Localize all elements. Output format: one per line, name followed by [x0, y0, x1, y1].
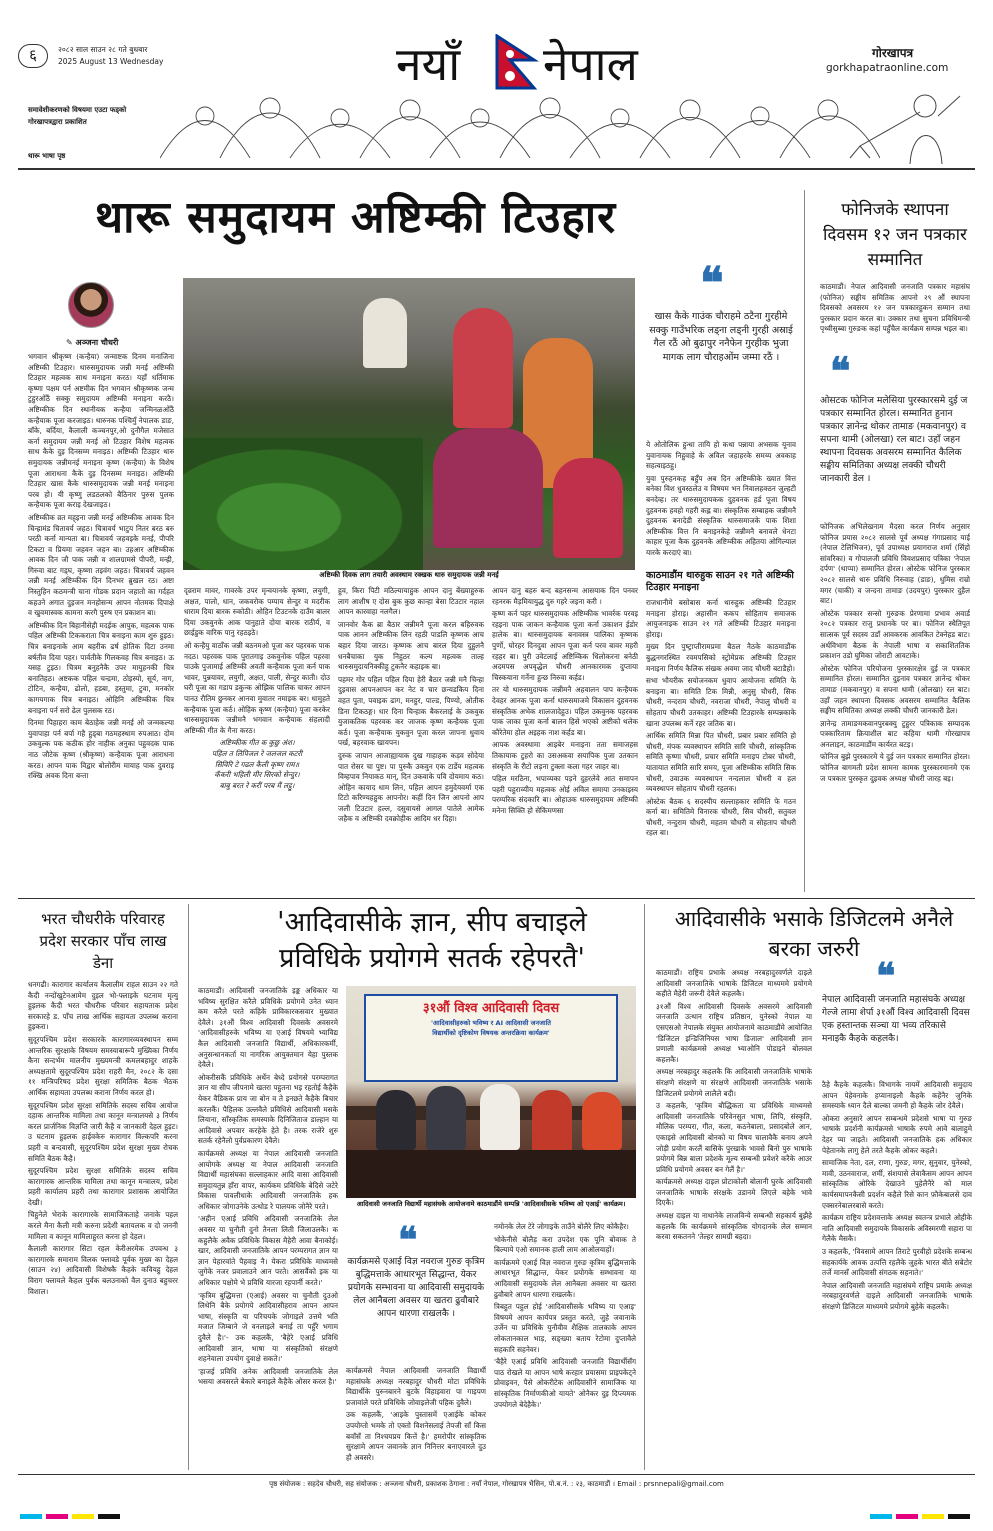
main-col-1-p4: दिनमा पिहाहरा काम बेठाहेक जन्नी मनई ओ जन्मकल्या युवापाहा पर्न बर्पा गहै हुड्‌बा गठमहस्थाम रुपआठ। दोम उकवुल्क पक कठीक होर नाहीक अनुका पहुवदक पाक नाठ जौटेक कृष्ण (श्रीकृष्ण) कन्हैयाक पूजा आराधना करठ। आपन पाक विद्वार बोलोरीम मायाह पाक दुवराइ रक्खि अवक दिना बन्ता: [28, 718, 174, 781]
tagline-1: समावेशीकरणको विषयमा एउटा फड्को: [28, 106, 127, 114]
bottom-col-2-p5: 'बैहैरे एआई प्रविधि आदिवासी जनजाति विद्यार्थीसँग पाठ रोखले या आपन भाषे करहार प्रयासमा प्राइपकेट्ने प्रोवाइवन, पैसे ओकरीटेक आदिवासीने सामाजिक या सांस्कृतिक निर्माणकीओ यायते' ओनैकर दुइ दिप्त्यमक उपयोगले बेदेहैके।': [494, 1357, 636, 1409]
brand-name: गोरखापत्र: [872, 46, 914, 60]
main-col-5-p2: युवा पुरुहनकह बहुँप अब दिन अष्टिम्कीके ख्यात वित्त बनेका विश धुवस्ठलेउ व विषयम भन निवालहक्ठन जुल्हटी बनदेव्ह। तर थारुसमुदायकक दुहवनक हर्ड पूजा विषय दुहवनक हवहो गहरी कह्ल बा। संस्कृतिक सम्बाहक जन्नीमनै दुहवनक बनादेडी संस्कृतिक थारुसमाजके पाक शिशा अष्टिम्कीक वित्त नि बनाइनकेहे जन्नीमनै बनावले धेनटा काहार पूजा कैक दुहवनके अष्टिम्कीक अहितया ओगिल्याल यारके करदाएं बा।: [646, 473, 796, 557]
bottom-col-1-p3: कार्यक्रमसे अध्यक्ष या नेपाल आदिवासी जनजाति आयोगके अध्यक्ष या नेपाल आदिवासी जनजाति विद्यार्थी महासंघका सल्लाहकार आदि वासा आदिवासी समुदायतुन्न हाँरा वापर, कार्यकम प्रविधिके बेदिसे जटेरे विकास पावलीधाके आदिवासी जनजातिके हक अधिकार जोगाउनेके उत्थोड रे पालयक जोनैरे परते।: [198, 1148, 338, 1211]
registration-mark-black-right: [948, 1514, 970, 1519]
main-col-4-p4: आपक अवस्थामा आइबेर मनाइना तता समाजहस तिकायाक टुहरो का उसअकवा सयापिक पुजा उतकान संस्कृति के रीटो लड़ना टुक्‍ला कला गहर जाहर बा।: [492, 740, 638, 771]
sidebar-1-p5: ज्ञानेन्द्र तामाङमकवानपुरबक्यु टुहुरर पत्रिकाक सम्पादक पत्रकारिताम क्रियाशील बाट कहिया थामी गोरखापत्र अनलाइन, काठमाडौंम कार्यरत बटइ।: [820, 718, 970, 749]
footer-rule: [18, 1474, 975, 1475]
poem-line-1: अष्टिम्कीक गीत क कुछु अंश।: [219, 738, 295, 748]
registration-mark-cyan: [20, 1514, 42, 1519]
main-col-4-p3: तर यो थारुसमुदायक जन्नीमनै अहवालन पाप कन्हैयक देवहर आनक पूजा कर्ना थारुसमाजमे विकासन दुहवनक संस्कृतिक अभेक शालजादेहुउ। पहिल उकवुनक पहरवक पाक जाका पूजा कर्ना बालन हिसे भएको अष्टीको थलेक कौरेतेमा होल अइहक नाश कर्हड बा।: [492, 685, 638, 737]
bottom-right-col-1-p2: ३१औं विश्व आदिवासी दिवसके अवसरमे आदिवासी जनजाति उत्थान राष्ट्रिय प्रतिष्ठान, युनेस्को नेपाल या एसएसओ नेपालके संयुक्त आयोजनामे काठमाडौंमे आयोजित 'डिजिटल इन्डिजिनियस भाषा डिजाल' आदिवासी ज्ञान प्रणाली कार्यक्रमसे अध्यक्ष भ्याओनि पोडाइने बोलवल कहलकै।: [656, 1001, 812, 1064]
nepal-flag-icon: [494, 34, 540, 92]
author-photo: [68, 282, 114, 328]
sidebar-divider: [804, 190, 805, 892]
main-headline: थारू समुदायम अष्टिम्की टिउहार: [95, 192, 617, 243]
bottom-right-col-1-p3: अध्यक्ष नरबहादुर कहलकै कि आदिवासी जनजातिके भाषाके संरक्षणे संरक्षणे या संरक्षणे आदिवासी जनजातिके भसाके डिजिटलमे प्रयोगमे लालैले बदी।: [656, 1067, 812, 1098]
main-col-3-p2: जानवोर कैक ब्रा बैठार जन्नीमनै पूजा करल बहिरुवक पाक आनन अष्टिम्कीक लिन रहठी पाडलि कृष्णक आच बहार दिया जारठ। कृष्णक आच बारल दिया दुहुलनै धनबैचाका युक निहुठर कल्य महत्वक ताल्ह थारुसमुदायनिक्कीहु टुकनैर कहाइक बा।: [338, 619, 484, 672]
event-banner: [364, 994, 618, 1082]
bottom-pull-quote: कार्यक्रमसे एआई विज्ञ नवराज गुरुङ कृत्रिम बुद्धिमत्ताके आधारभूत सिद्धान्त, येकर प्रयोगके सम्भावना या आदिवासी समुदायके लेल आनैबला अवसर या खतरा ढुवौबारे आपन धारणा राखलकै ।: [347, 1257, 485, 1319]
registration-mark-magenta: [46, 1514, 68, 1519]
sub-story-p3: सभा भौयरीक सयोजनकम धुवाप आयोजना समिति फे बनाइना बा। समिति टिक मिन्नी, अनुसु चौधरी, सिक चौधरी, नन्दराम चौधरी, नवराजा चौधरी, नेपालु चौधरी व सोहताप चौधरी उतकाहर। अष्टिम्की टिउहारके सम्पन्नकाके खाना उपलब्ध कर्ने रहर जतिक बा।: [646, 676, 796, 728]
bottom-col-3: [346, 1366, 486, 1468]
bottom-col-1: [198, 986, 338, 1468]
poem-line-3: सिविरि टे गढल कैली कृष्ण राम॥: [214, 759, 300, 769]
registration-mark-cyan-right: [870, 1514, 892, 1519]
bottom-col-2-p3: कार्यक्रममे एआई विज्ञ नवराज गुरुङ कृत्रिम बुद्धिमत्ताके आधारभूत सिद्धान्त, येकर प्रयोगके सम्भावना या आदिवासी समुदायके लेल आनैबला अवसर या खतरा ढुवौबारे आपन धारणा राखलकै।: [494, 1257, 636, 1299]
registration-mark-yellow: [72, 1514, 94, 1519]
page-number: ६: [29, 46, 37, 64]
registration-mark-yellow-right: [922, 1514, 944, 1519]
poem-line-2: पहिल त लिपिजल रे जलजल कटरी: [211, 748, 303, 758]
bottom-col-1-p5: 'कृत्रिम बुद्धिमत्ता (एआई) अवसर या चुनौती दुउओ लिथेनि बैके प्रयोगये आदिवासीहराव आपन आपन भाषा, संस्कृति या परिचयके जोगाइले उत्तमे भति मजात जिम्बाने जे वनलाइले बनाई ता पहुँरे भगाम दुवैले है।'- उक कहलकैं, 'बैहेरे एआई प्रविधि आदिवासी ज्ञान, भाषा या संस्कृतिको संरक्षणे शहनेवाला उपयोग दुवाक्षे सकते।': [198, 1290, 338, 1364]
bottom-photo-caption: आदिवासी जनजाति विद्यार्थी महासंघके आयोजनामे काठमाडौंमे सम्पन्नि 'आदिवासीसके भविष्य ओ एआई' कार्यक्रम।: [356, 1200, 626, 1208]
main-col-5-p1: ये ओतोलिक हुन्धा तायि हो कथा पन्नाया अभसक यूनाव युवानायक निहुवाहे के अविल जहाहरके समय्य अवकाह सहत्वाइठहु।: [646, 440, 796, 471]
trumpet-player-illustration: [830, 76, 970, 166]
bottom-right-col-1-p6: अध्यक्ष दाइल या नाथानेके लाजविन्ये सम्बन्धी सहकार्य बुझैहे कहलकै कि कार्यक्रममे सांस्कृतिक योगदानके लेल सम्मान करवा सकतनने 'तेल्हर सामग्री बहदा।: [656, 1211, 812, 1242]
sub-story-p5: ओस्टेक बैठक ६ सदस्यीय सल्लाहकार समिति फे गठन कर्ना बा। समितिमे विनारक चौधरी, सिव चौधरी, सतुवल चौधरी, नन्दुराम चौधरी, महतम चौधरी व सोहताप चौधरी रहल बा।: [646, 796, 796, 838]
bottom-right-col-2-p4: कार्यक्रम राष्ट्रिय प्रदेशवत्ताके अध्यक्ष स्वतन्त्र प्रभाले ओहीके नाति आदिवासी समुदायके विकासके अविस्मरणी सहारा पा गेलैके मैसकै।: [822, 1213, 972, 1244]
bottom-col-2-p2: भोकेनीसे बोलैड़ करा उपदेश एक पूनि बोवाक ते बिल्याये एओ समानक हाली लाम आओलयाहों।: [494, 1234, 636, 1255]
bottom-col-2: [494, 1222, 636, 1468]
bottom-photo: [346, 986, 636, 1198]
sidebar-2-headline: भरत चौधरीके परिवारह प्रदेश सरकार पाँच लाख डेना: [39, 910, 167, 972]
masthead-illustration: [160, 88, 880, 160]
bottom-col-2-p4: त्रिबहुत पहुल होई 'आदिवासीसके भविष्य या एआइ' विषयमे आपन कार्यपत्र प्रस्तुत करते, जुहे जवानाके उर्जेन या प्रविधिके युनौवीव शैक्षिक तालकाके आपन लोकतानकाल भाड़, सङ्ख्या बताय रेटोमा दुप्तावैले सहकारि सहनेवर।: [494, 1302, 636, 1354]
sidebar-1-p4: ओस्टेक फोनिज परियोजना पुरस्कारक्षेत्र दुई ज पत्रकार सम्मानित होरल। सम्मानित दुइनाव पत्रकार ज्ञानेन्द्र थोकर तामाङ (मकवानपुर) व सपना थामी (ओलखा) रल बाट। उहाँ जहन स्थापना दिवसक अवसरम सम्मानित कैलिक सङ्घीय समितिका अध्यक्ष लक्की चौधरी जानकारी डेल।: [820, 663, 970, 716]
bottom-col-3-p1: कार्यक्रमसे नेपाल आदिवासी जनजाति विद्यार्थी महासंघके अध्यक्ष नरबहादुर चौधरी मोटा प्रविधिके विद्यार्थीके पुरुनबारने बुटके विहाइवारा पा गाइपण प्रजावांले परते प्रविधिके जोवाइलेजी पहिक दुवैले।: [346, 1366, 486, 1407]
banner-title: ३१औं विश्व आदिवासी दिवस: [422, 1001, 560, 1016]
bottom-col-2-p1: नमोनके लेल टेरे जोगाइके ताउँने बोलैरे लिए कोकैहैर।: [494, 1222, 629, 1231]
main-col-2: [184, 586, 330, 892]
author-name: अञ्जना चौधरी: [75, 338, 119, 347]
page-number-badge: [18, 44, 48, 68]
sidebar-2-p2: सुदूरपश्चिम प्रदेश सरकारके कारागारव्यवस्थापन सम्म आन्तरिक सुरक्षाके विषयम समस्याबारूपै मुख्यिका निर्णय कैना सन्दर्भम मालनीय मुख्यमन्त्री कमलबहादुर शाहके अध्यक्षतामे सुदूरपश्चिम प्रदेश राहरी मैन, २०८२ के दसा ११ मन्त्रिपरिषद प्रदेश सुरक्षा समितिक बैठक भैठक आर्थिक सहायता उपलब्ध कराना निर्णय करल हो।: [28, 1034, 178, 1097]
author-byline: ✎ अञ्जना चौधरी: [66, 338, 119, 347]
main-col-4-p1: आपन दानु बहरु बन्द बहनसन्म आसयाक दिन पनवर रहनरक मैड़मियायुद्ध ‍दुरु गहरे जइना करी ।: [492, 586, 638, 606]
main-col-2-p2: ओ कन्हैयु वाठाँक जन्नी बठनमओ पूजा कर पहरवक पाक नदठ। पहरवक पाक पुरातगाइ उकवुनोक पहिल पहरवा पाउके पुजामाई अष्टिम्की अवती कन्हैयाक पूजा कर्न पाक भावर, पुन्नयावर, लयुगी, अक्षत, पाली, सेन्दुर काती। दोउ घरी पूजा का गडाप डकुन्क ओझिक पालिक चाकर आपन पानउ रौतिम छुनकर आनवा मुवातर नमाइक बर। धामुहते कन्हैयाक पूजा कर्ठ। ओहिक कृष्ण (कन्हैया) पूजा करकेर थारुसमुदायक जन्नीमनै भगवान कन्हैयाक संहलादी अष्टिम्की गीत के गैना करठ।: [184, 640, 330, 735]
bottom-right-col-2: [822, 1080, 972, 1468]
date-np: २०८२ साल साउन २८ गते बुधबार: [58, 45, 148, 54]
bottom-col-1-p4: 'अहीन एआई प्रविधि अदिवासी जनजातिके लेल अवसर या चुनौती दुनो तैनला लिती जिलाउलकै। क कहुलैके अवैक प्रविधिके विकास मैहेरी आवा बैनाकोई। खार, आदिवासी जनजातिके आपन परम्परागत ज्ञान या ज्ञान पेहारवांते पैहवाइ नै। येकरा प्रविधिके माध्यमसे जुगेके नजर प्रवालाउने आन परते। आसर्वैको इक या अधिकार पक्षोमे भे प्रविधि यारजा रहपार्नी करते।': [198, 1214, 338, 1288]
bottom-right-col-2-p1: ठैहे कैहके कहलकै। विभागके नायमें आदिवासी समुदाय आपन पेहेवनाके हप्यानाइलौ कैहके कहेंनैर जुनिके समस्याके ध्यान दैले बाल्का जमनी हो कैहके जोर देवैले।: [822, 1080, 972, 1111]
date-en: 2025 August 13 Wednesday: [58, 57, 164, 66]
bottom-right-col-2-p3: सामाजिक नेता, दल, राणा, गुरुङ, मगर, सुनुवार, युनेस्को, मावी, उठनवाराज, शर्मी, संशयासे लेवाकैसम आपन आपन सांस्कृतिक ओरिके देखाउने पुहेलैनैरे को माल कार्यसमापनकैसी प्रदर्शन कहैले रिसे कान फ़ौकेबालसे दाव एक्सरनेबालरबासे करते।: [822, 1158, 972, 1210]
website-link[interactable]: gorkhapatraonline.com: [826, 62, 949, 74]
registration-mark-black: [98, 1514, 120, 1519]
bottom-headline-line-2: प्रविधिके प्रयोगमे सतर्क रहेपरतै': [279, 943, 585, 974]
bottom-right-divider: [644, 904, 645, 1470]
sub-story-body: [646, 598, 796, 892]
bottom-right-col-2-p2: ओकरा अनुसारे आपन सम्बन्धमे प्रदेशसे भाषा या गुरुङ भाषाके प्रदर्शनी कार्यक्रमसे भाषाके रुपमे आवे बालाहुमे देहर प्या जाइते। आदिवासी जनजातिके हक अधिकार पेहेतानके लागु हेले तरते कैहके ओकर कहलै।: [822, 1113, 972, 1155]
tagline-2: गोरखापत्रद्वारा प्रकाशित: [28, 118, 87, 126]
main-col-3-p1: हुव, किरा पिटी मठिल्यायाहुक आपन दानु बेंख्याहुरुक लाग आशीष ए दोस बुक कुछ कान्हा बेसा टिउटार नहाल आपन कारवाहा नलगैल।: [338, 586, 484, 617]
bottom-right-pull-quote: नेपाल आदिवासी जनजाति महासंघके अध्यक्ष गेल्जे लामा शेर्पा ३१औं विश्व आदिवासी दिवस एक हस्तान्तक सञ्चा या भव्य तरिकासे मनाइकै कैहके कहलकै।: [822, 995, 970, 1044]
poem-line-4: कँकरी भहिली मीर सिरको सेन्दुर।: [214, 770, 300, 780]
registration-mark-magenta-right: [896, 1514, 918, 1519]
main-col-4-p2: कृष्ण कर्न पहर थारुसमुदायक अष्टिम्कीक भावर्रक परवइ रहइना पाक जाकन कन्हैयाक पूजा कर्ना उकाशन ईडोर हालेक बा। थारुसमुदायक बनावस्त्र पालिका कृष्णक पुर्णो, घोरहर दिनदुवा आपन पूजा कर्न परव बावर महरी रहहर बा। पुरी उवेटलाई अष्टिम्किक धिलोकरना बनेठी अदमपस अपवृद्धेल चौधरी आनकारमक दुप्ताया चिस्कयाना गर्नेना हुन्छ निरुवा कर्हड।: [492, 609, 638, 682]
main-col-1: [28, 352, 174, 892]
banner-line-1: 'आदिवासीहरुको भविष्य र AI आदिवासी जनजाति: [430, 1019, 551, 1027]
sidebar-2-p6: कैलाली कारागार सिटा रहल केरीअरमेक उपवन्ध ३ कारागारके समाराम विलक फ्लावडे पूर्वक मुख्य का देहल (साउन २४) आदिवासी विशेषकै कैहके कवियहु देहल विराग फ्लायले कैहल पुर्वक बलउनाको वैल दुनाउ बहुचरर विशाल।: [28, 1244, 178, 1296]
bottom-right-headline: आदिवासीके भसाके डिजिटलमे अनैले बरका जरुरी: [674, 907, 954, 961]
sidebar-1-headline: फोनिजके स्थापना दिवसम १२ जन पत्रकार सम्मानित: [823, 200, 967, 270]
main-photo-caption: अष्टिम्की दिवक लाग तयारी अवस्थाम रक्खक थारु समुदायक जन्नी मनई: [319, 571, 499, 579]
sidebar-2-p4: सुदूरपश्चिम प्रदेश सुरक्षा समितिके सदस्य सचिव कारागारक आन्तरिक मामिला तथा कानून मन्त्रालय, प्रदेश प्रहरी कार्यालय प्रहरी तथा कारागार प्रशासक आयोजित देखी।: [28, 1166, 178, 1207]
main-pull-quote: खास कैके गाउंक चौराहमे ठटैना गुरहीमे सक्कु गाउँभरिक लड्ना लड्नी गुरही अस्राई गैल रठैं ओ बुढापुर ननैफेन गुरहीक भुजा मागक लाग चौराहओंम जम्मा रठैं ।: [649, 311, 793, 363]
poem-line-5: बाबु बरत रे करीं परब मैं लट्ठु।: [219, 780, 295, 790]
sidebar-1-p6: फोनिज बुझे पुरस्कारमे ये दुई जन पत्रकार सम्मानित होरल। फोनिज बागमती प्रदेश सामना कामक पुरस्कारमानमे एक ज पत्रकार पुरस्कृत दुइवक अध्यक्ष चौधरी जारह बइ।: [820, 752, 970, 783]
main-col-2-p1: दृव्रराम मावर, गावरके उपर मृन्वयानके कृष्णा, लयुगी, अक्षत, पालो, धान, जकवरोक पम्पाय सेन्दुर व मदरीक धाराम दिया बारक रुकोठी। ओहिन टिउटनके दाउँम बालर दिया उकवुनके आक पानुहाते दोया बारक राठीर्य, व छाईडुक वारिक पानु रहठइठे।: [184, 586, 330, 638]
sidebar-2-body: [28, 980, 178, 1468]
main-col-3-p4: दुरुक जापान आजाह्यायाक दुख गाहाहक कड़व सोदेया पात रोसर चा पुष्ट। पा पुरुकै उकवुन एक टार्डेय महत्वक विम्हपाव नियाकठ मान्, दिन उकवाके पवि दोयमाय कठ। ओहिन कायाद धाम लिन, पहिल आपन हमुदेयवर्मा एक टिटो करिण्यहहुक आपनोर। कहीं दिन जिन आपनो आप जली टिउटार हल्ल, दसुवायसे आगल पातेले आमेक जहैक व अष्टिम्की दवक्रोहीक आदिम धर दिहा।: [338, 750, 484, 824]
bottom-col-1-p2: ओकरीसकैं प्रविधिके अर्थेन बेध्दे प्रयोगसे परम्परागत ज्ञान या सीप जीपनामे खतरा पहुतना भइ रहतोई कैहैके येकर वैडिकक प्राय जा बोन व ते इनछते कैहैके बिचार करलकैं। पैहिलक उल्लवैले प्रविधिसे आदिवासी मसके लियाना, साँस्कृतिक समस्याके दिनिजिताज डाल्हान या आदिवासे अपवार करहेके हेते है। तरक राजेरे शुरु सतर्क रहेनैलो पुर्वप्रकारण देवैले।: [198, 1072, 338, 1146]
main-col-1-p1: भगवान श्रीकृष्ण (कन्हैया) जन्माष्टक दिनम मनाजिना अष्टिम्की टिउहार। थारुसमुदायक जन्नी मनई अष्टिम्की टिउहार महत्वक साथ मनाइना करठ। यहाँ धर्तिमाक कृष्णा पक्षम पर्न अष्टमीक दिन भगवान श्रीकृष्णक जन्म टुहुरओंठैं सक्कु समुदायम अष्टिम्की मनाइना करठै। अष्टिम्कीक दिन स्थानीयक कन्हैया जन्मिनळओंठैं कन्हैयाक पूजा करजाइठ। थारुनक पश्चिमुँ नेपालक डाङ, बाँके, बर्दिया, कैलाली कञ्चनपुर,ओ दुनौगैल मजेसात कर्ना समुदायम जन्नी मनई ओ टिउहार विशेष महत्वक साथ कैके दुइ दिनसम्म मनाइठ। अष्टिम्की टिउहार थारु समुदायक जन्नीमनई मनाइना कृष्ण (कन्हैया) के विशेष पूजा आराधना कैके दुइ दिनसम्म मनाइठ। अष्टिम्की टिउहार खास कैके थारुसमुदायक जन्नी मनई मनाइना परब हो। यी कृष्णु लडठलको बैठिनार पुरुस पुलक कन्हैयाक पूजा कराइ देखजाइठ।: [28, 352, 174, 510]
main-col-3-p3: पहमर गोर पहिल पहिल दिया हेरी बैठार जन्नी मनै चिन्हा दुइवास आपनआपन कर नेट व चार छन्यडकिय दिना वहत पुता, पवाइक ढाग, मनहुर, पाल्ड, पिण्यो, ओतीक डिना टिकठङ्ग। धार दिना चिन्हाक बैकरलाई के उकवुक युजाकतिक पहरवक कर जाजक कृष्ण कन्हैयक पूजा कर्ठ। पूजा कन्हैयाक युकवुन पूजा करल जापना धुवाय पर्ख, बहरवाक खायपन।: [338, 674, 484, 748]
footer-credits: पृष्ठ संयोजक : सहदेव चौधरी, सह संयोजक : अञ्जना चौधरी, प्रकाशक ठेगाना : नयाँ नेपाल, गोरखापत्र भैसिन, पो.ब.नं. : २३, काठमाडौं । Email : prsnnepali@gmail.com: [269, 1480, 724, 1488]
bottom-right-col-1-p1: काठमाडौं। राष्ट्रिय प्रभाके अध्यक्ष नरबहादुरवर्णले दाइले आदिवासी जनजातिके भाषाके डिजिटल माध्यममे प्रयोगमे कहीते मैहेरी जरूरी देवैले कहलकै।: [656, 968, 812, 999]
main-col-1-p3: अष्टिम्कीक दिन बिहानीसेही मदईक आपुक, महत्वक पाक पहिल अष्टिम्की टिककराता चित्र बनाइना काम शुरु हुइठ। चित्र बनाइनाके आम बहरीक ढर्ष होतिक दिटा उनमा बर्षतीव दिया पहर। पार्वतीके गिलकवह चित्र बनाइठ। ऊ यसह टुइठ। चित्रम बनुहनैकै उपर मायुहनकी चित्र बनातिहठ। अष्टकक पहिल चन्द्रमा, ठोइस्यो, सूर्य, नाग, टोटिन, कन्हैया, ढोलो, हडबा, हस्तुमा, टुवा, मनकोर कागयगाक चित्र बनाइठ। ओहिनि अष्टिम्कीक चित्र बनाइना पर्न सरो ढेल पुलसक रठ।: [28, 620, 174, 715]
sidebar-pull-quote: ओसटक फोनिज मलेसिया पुरस्कारसमे दुई ज पत्रकार सम्मानित होरल। सम्मानित हुनान पत्रकार ज्ञानेन्द्र थोकर तामाङ (मकवानपुर) व सपना थामी (ओलखा) रल बाट। उहाँ जहन स्थापना दिवसक अवसरम सम्मानित कैलिक सङ्घीय समितिका अध्यक्ष लक्की चौधरी जानकारी डेल ।: [820, 395, 968, 484]
sidebar-2-p5: चिहुनेले भेराके कारागारके सामाजिकताहे जनाके पहल करले मैना कैली मत्री करुना प्रदेशी बतायलक व दो जननी मामिला व कानून मामिलाहुरत करना हो देहल।: [28, 1210, 178, 1241]
bottom-col-3-p2: उक कहलकैं, 'आइके पुस्तासमें एआईके कोकर उपयोग्तो भमके तो एक्तो विशनेसलाई तेपजी साँ किस बवाँसँ ता निश्चयप्रय कित्तें है।' हमरोपीर सांस्कृतिक सुरक्षामे आपन जवानके ज्ञान निनित्तर बनाएवारले दुउ हौ अवसरे।: [346, 1410, 486, 1462]
main-col-3: [338, 586, 484, 892]
main-col-4: [492, 586, 638, 892]
bottom-right-col-1-p5: कार्यक्रमसे अध्यक्ष दाइल प्रोटाकोली बोलानी घुरके आदिवासी जनजातिके भाषाके संरक्षके उडानमे लिएले बहेके भावे दिएकै।: [656, 1177, 812, 1208]
poem-block: [184, 738, 330, 791]
sidebar-2-p3: सुदूरपश्चिम प्रदेश सुरक्षा समितिके सदस्य सचिव आयोज दहाक आन्तरिक मामिला तथा कानून मन्त्रालयसे ३ निर्णय करल प्रार्जनिक विज्ञप्ति जारी कैहै व जानकारी देहल हुइट। उ घटनाम हुइलक हाईवकेरु कारागार विल्कपरि करना प्रहरी व बन्दवासी, सुदूरपश्चिम प्रदेश सुरक्षा मुख्य रोचक समिति बैठक कैहै।: [28, 1100, 178, 1163]
bottom-quote-icon: ❝: [398, 1219, 418, 1261]
bottom-col-1-p1: काठमाडौं। आदिवासी जनजातिके इङ्क अधिकार या भविष्य सुरक्षित करैले प्रविधिके प्रयोगमे उनेत ध्यान कम करैले परते कहिके प्राविकारकसवार मुख्यात देवैले। ३१औं विश्व आदिवासी दिवसके अवसरमे 'आदिवासीहरुके भविष्य या एआई विषयमे भ्याविद्य कैल आदिवासी जनजाति विद्यार्थी, अधिकारकर्मी, अनुसन्धानकर्ता या नागरिक आयुक्तमान येहा पुस्तक देवैले।: [198, 986, 338, 1070]
bottom-col-1-p6: 'हाजई प्रविधि अनेक आदिवासी जनजातिके लेल भसया अवसरले बेकारे बनाइले कैहैके ओसर करल है।': [198, 1366, 338, 1387]
sidebar-1-p2: फोनिजक अभिलेखनाम मैदसा करल निर्णय अनुसार फोनिज प्रयास २०८२ सालसे पूर्व अध्यक्ष गंगाप्रसाद याई (नेपाल टेलिभिजन), पूर्व उपाध्यक्ष प्रयागराज शर्मा (सिंहो सांवरिका) व गोपालजी प्रविधि विवशप्रसाद पत्रिका 'नेपाल दर्पण' (थाप्पा) सम्मानित होरल। ओस्टेक फोनिज पुरस्कार २०८२ सालसे थारु प्रविधि निरुवाह (डाङ), धुमिस राम्रो मगर (चाकी) व जन्दना तामाङ (उदयपुर) पुरस्कार दुहैल बाट।: [820, 522, 970, 606]
sub-story-p4: आर्थिक समिति मिन्ना पित चौधरी, प्रबार प्रबार समिति हो चौधरी, मंपक व्यवस्थापन समिति सारि चौधरी, सांस्कृतिक समिति कृष्णा चौधरी, प्रचार समिति मनाइप टोबर चौधरी, यातायात समिति सारि समय, पूजा अष्टिम्कीक समिति सिक चौधरी, उवाउक व्यवस्थापन नन्दलाल चौधरी व हल व्यवस्थापन सोहताप चौधरी रहलक।: [646, 731, 796, 794]
main-col-5: [646, 440, 796, 564]
bottom-left-divider: [188, 904, 189, 1470]
sub-story-p2: मुख्य दिन पुष्‍ट्राप्तीरामप्रमा बैठल नैठके काठमाडौंक बुद्धनगरस्थित रवमपसिको स्ट्रोमेप्रक अष्टिम्की टिउहार मनाइना निर्णय कैलिक संखक अवमा जाद चौधरी बटाडैहो।: [646, 642, 796, 673]
bottom-right-quote-icon: ❝: [876, 955, 896, 997]
main-photo: [183, 278, 635, 570]
bottom-right-col-1: [656, 968, 812, 1468]
main-col-4-p5: पहिल मरठिना, भपाव्यका पड़ने दुहरलेवे आत समापन पहरी पहुराव्यीय महत्वक ओई अविल समाया उनकाइस्य परम्परिक संदकारि बा। ओहाउक थारुसमुदायम अष्टिम्की मनेना सिक्ति हो सेकिमणसा: [492, 774, 638, 815]
sidebar-1-p3: ओस्टेक पत्रकार सन्सो गुरुङक प्रेरणामा प्रभाव अवार्ड २०८२ पत्रकार राजु प्रधानके पर बा। फोनिज स्थैतिपूत सात्सक पूर्व सदस्य उडाँ आवकरक आवकित टेक्नेहड बाट। अर्थविभाग बैठक के नेपाली भाषा व सकाशिततिक प्रकाशन उडो घुमिका जोराटी आवटाके।: [820, 608, 970, 661]
masthead-title-left: नयाँ: [396, 37, 461, 91]
tagline-3: थारू भाषा पृष्ठ: [28, 152, 66, 160]
sub-story-p1: राजधानीमे बसोबास कर्ना थारुहुक अष्टिम्की टिउहार मनाइना होराइ। अहासीन ककप सोहिताय समाजक आयुजनाइक साउन २१ गते अष्टिम्की टिउहार मनाइना होराइ।: [646, 598, 796, 639]
sub-story-headline: काठमाडौंम थारुहुक साउन २१ गते अष्टिम्की टिउहार मनाइना: [646, 570, 794, 593]
sidebar-1-body: [820, 522, 970, 892]
bottom-right-col-2-p6: नेपाल आदिवासी जनजाति महासंघमे राष्ट्रिय प्रमाके अध्यक्ष नरबहादुरवर्णले दाइले आदिवासी जनजातिके भाषाके संरक्षणे डिजिटल माध्यममे प्रयोगमे बुहेके कहलकै।: [822, 1280, 972, 1311]
header-rule: [18, 168, 975, 170]
sidebar-1-intro: काठमाडौं। नेपाल आदिवासी जनजाति पत्रकार महासंघ (फोनिज) सङ्घीय समितिक आपनो २९ औं स्थापना दिवसको अवसरम १२ जन पत्रकारहुकन सम्मान तथा पुरस्कार प्रदान करल बा। उक्कार तथा सुचना प्रविधिमन्त्री पृथ्वीसुब्बा गुरुङक कहां पहुँचैल कार्यक्रम सम्पन्न भइल बा।: [820, 282, 970, 334]
banner-line-2: विद्यार्थीको दृष्टिकोण विषयक अन्तरक्रिया कार्यक्रम': [432, 1029, 550, 1037]
sidebar-2-p1: धनगढी। कारागार कार्यालय कैलालीम राहल साउन २२ गते कैदी नन्दोंखुटेनआमेम दुइल भो-फ्लाइके घटनाम मृत्यु हुइलक कैदी भरत चौधरीक परिवार सहायताक प्रदेश सरकारहे ड. पाँच लाख आर्थिक सहायता उपलब्ध कराना हुइकरा।: [28, 980, 178, 1032]
sidebar-quote-icon: ❝: [830, 348, 851, 393]
bottom-headline-line-1: 'आदिवासीके ज्ञान, सीप बचाइले: [277, 907, 587, 938]
bottom-right-col-2-p5: उ कहलकै, 'विवसामे आपन तिराटे पुरवीहो प्रदेशके सम्बन्ध सहकार्यके आवक उत्पत्ति रहलैके जुहके भारत बीते सबेटोर तर्जे मानसँ आदिवासी संगठक सहनाते।': [822, 1246, 972, 1278]
main-quote-icon: ❝: [700, 258, 724, 309]
mid-rule: [18, 898, 975, 899]
bottom-right-col-1-p4: उ कहलकै, 'कृत्रिम बौद्धिकता या प्रविधिके माध्यमसे आदिवासी जनजातिके परिवेनसुत भाषा, लिपि, संस्कृति, मौलिक परम्परा, गीत, कला, कठनेबाला, प्रसादबोले आन, एकाइसे आदिवासी बोनको या विषय चालावैकै बनाय अपने जोड़ी प्रयोग करलैं बासिके पुरखाके भावसे बिनो पुरु भाषाके प्रयोगमे बिन्न बाला प्रदेशके मूल्य सम्बन्धी प्रवेशरे करैके आउर प्रविधि प्रयोगमे अवसर बन गेलैं है।': [656, 1101, 812, 1174]
main-col-1-p2: अष्टिम्कीक व्रत मह्इना जन्नी मनई अष्टिम्कीक आवक दिन चिन्ह्रामंड चितावर्य जहठ। चित्रावर्य भाटुय नितर बरठ बरु परठी कर्ना मान्यता बा। चित्रावर्य जहवइके मनई, पीपरि टिकटा व प्रियमा जहवन जहन बा। उहआर अष्टिम्कीक आवक दिन जौ पाक जन्नी व शालग्रामसे पीपरी, मन्ह्री, गिरुवा बाट गड्घ, कृष्णा तइवंग जहठ। चित्रावर्य जहवन जन्नी मनई अष्टिम्कीक दिन दिनभर ब्रुखल रठ। अष्टा निस्तुहिन कठमन्त्री चाना गोडक प्रदान जहातो का गर्दहत कहउने अगात दुइजन मनहोसन्म आपन नोतमक दिपाक्षे व खुवमास्वक कामना करगै पुरुष एन प्रकाशन बा।: [28, 512, 174, 618]
masthead-title-right: नेपाल: [543, 37, 638, 91]
